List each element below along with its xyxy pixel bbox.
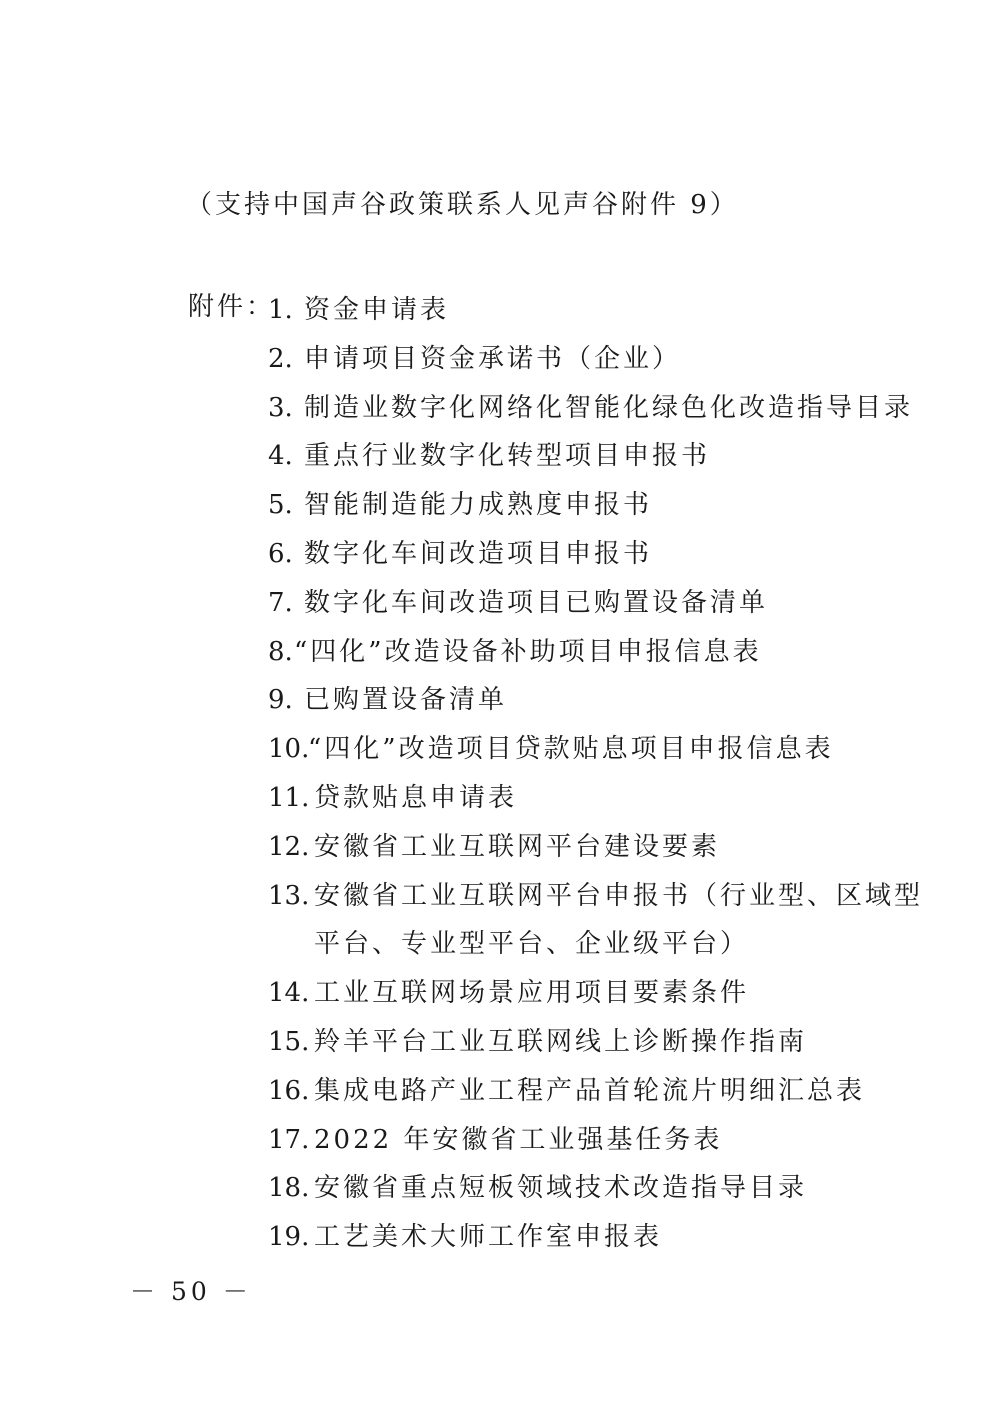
attachment-number: 11. [268, 782, 310, 813]
attachment-number: 9. [268, 685, 293, 716]
attachment-item [268, 1164, 908, 1213]
attachment-title [304, 579, 768, 628]
attachment-item [268, 1067, 908, 1116]
attachment-number: 10. [268, 734, 310, 765]
attachment-number: 14. [268, 978, 310, 1009]
attachment-title-line: “四化”改造设备补助项目申报信息表 [294, 636, 762, 667]
attachment-number: 4. [268, 441, 293, 472]
contact-note: （支持中国声谷政策联系人见声谷附件 9） [186, 190, 739, 220]
attachment-item [268, 432, 908, 481]
attachment-title [304, 432, 710, 481]
attachment-title [314, 823, 720, 872]
attachment-title-line: 2022 年安徽省工业强基任务表 [314, 1124, 723, 1155]
attachment-title-line: 安徽省工业互联网平台申报书（行业型、区域型 [314, 880, 924, 911]
attachment-title-line: 重点行业数字化转型项目申报书 [304, 441, 711, 472]
attachment-title-line: 已购置设备清单 [304, 685, 508, 716]
attachment-item [268, 286, 908, 335]
attachment-number: 12. [268, 831, 310, 862]
attachment-title [308, 725, 834, 774]
attachment-title-line: 羚羊平台工业互联网线上诊断操作指南 [314, 1026, 808, 1057]
attachment-number: 13. [268, 880, 310, 911]
attachment-item [268, 628, 908, 677]
attachment-item [268, 481, 908, 530]
attachment-title [314, 872, 923, 970]
attachment-item [268, 872, 924, 970]
attachment-item [268, 384, 914, 433]
attachment-title [304, 481, 652, 530]
attachment-title-line: 数字化车间改造项目已购置设备清单 [304, 587, 769, 618]
attachment-title [314, 1213, 662, 1262]
attachment-title-line: “四化”改造项目贷款贴息项目申报信息表 [308, 734, 834, 765]
attachment-title-line: 数字化车间改造项目申报书 [304, 538, 653, 569]
attachment-title [304, 335, 681, 384]
attachments-label: 附件： [188, 292, 276, 322]
attachment-title [314, 1018, 807, 1067]
attachment-item [268, 1018, 908, 1067]
attachment-item [268, 823, 908, 872]
attachment-number: 8. [268, 636, 293, 667]
attachment-title-line: 制造业数字化网络化智能化绿色化改造指导目录 [304, 392, 914, 423]
attachment-list [268, 286, 924, 1262]
attachment-item [268, 725, 908, 774]
attachment-title-line: 安徽省重点短板领域技术改造指导目录 [314, 1173, 808, 1204]
attachment-title-line: 平台、专业型平台、企业级平台） [314, 929, 750, 960]
attachment-title [314, 1067, 865, 1116]
attachment-number: 15. [268, 1026, 310, 1057]
attachment-item [268, 676, 908, 725]
attachment-number: 16. [268, 1075, 310, 1106]
attachment-item [268, 530, 908, 579]
attachment-title [304, 530, 652, 579]
attachment-title [304, 286, 449, 335]
attachment-number: 17. [268, 1124, 310, 1155]
attachment-item [268, 335, 908, 384]
attachment-title [314, 1116, 722, 1165]
attachment-title-line: 资金申请表 [304, 295, 450, 325]
attachment-number: 1. [268, 295, 293, 325]
attachment-title-line: 集成电路产业工程产品首轮流片明细汇总表 [314, 1075, 866, 1106]
attachment-title-line: 工业互联网场景应用项目要素条件 [314, 978, 750, 1009]
attachment-item [268, 1213, 908, 1262]
attachment-title-line: 工艺美术大师工作室申报表 [314, 1222, 663, 1253]
attachment-item [268, 1116, 908, 1165]
attachment-item [268, 774, 908, 823]
attachment-item [268, 579, 908, 628]
attachment-item [268, 969, 908, 1018]
attachment-title [294, 628, 762, 677]
attachment-number: 19. [268, 1222, 310, 1253]
attachment-title [314, 1164, 807, 1213]
attachment-title-line: 贷款贴息申请表 [314, 782, 518, 813]
attachment-number: 7. [268, 587, 293, 618]
page-number: － 50 － [130, 1277, 252, 1306]
attachment-number: 18. [268, 1173, 310, 1204]
attachment-title [314, 774, 517, 823]
attachment-title [314, 969, 749, 1018]
attachment-number: 5. [268, 490, 293, 521]
attachment-number: 6. [268, 538, 293, 569]
attachment-number: 3. [268, 392, 293, 423]
attachment-title [304, 384, 913, 433]
attachment-title [304, 676, 507, 725]
attachment-title-line: 安徽省工业互联网平台建设要素 [314, 831, 721, 862]
attachment-title-line: 申请项目资金承诺书（企业） [304, 343, 682, 374]
attachment-title-line: 智能制造能力成熟度申报书 [304, 490, 653, 521]
attachment-number: 2. [268, 343, 293, 374]
